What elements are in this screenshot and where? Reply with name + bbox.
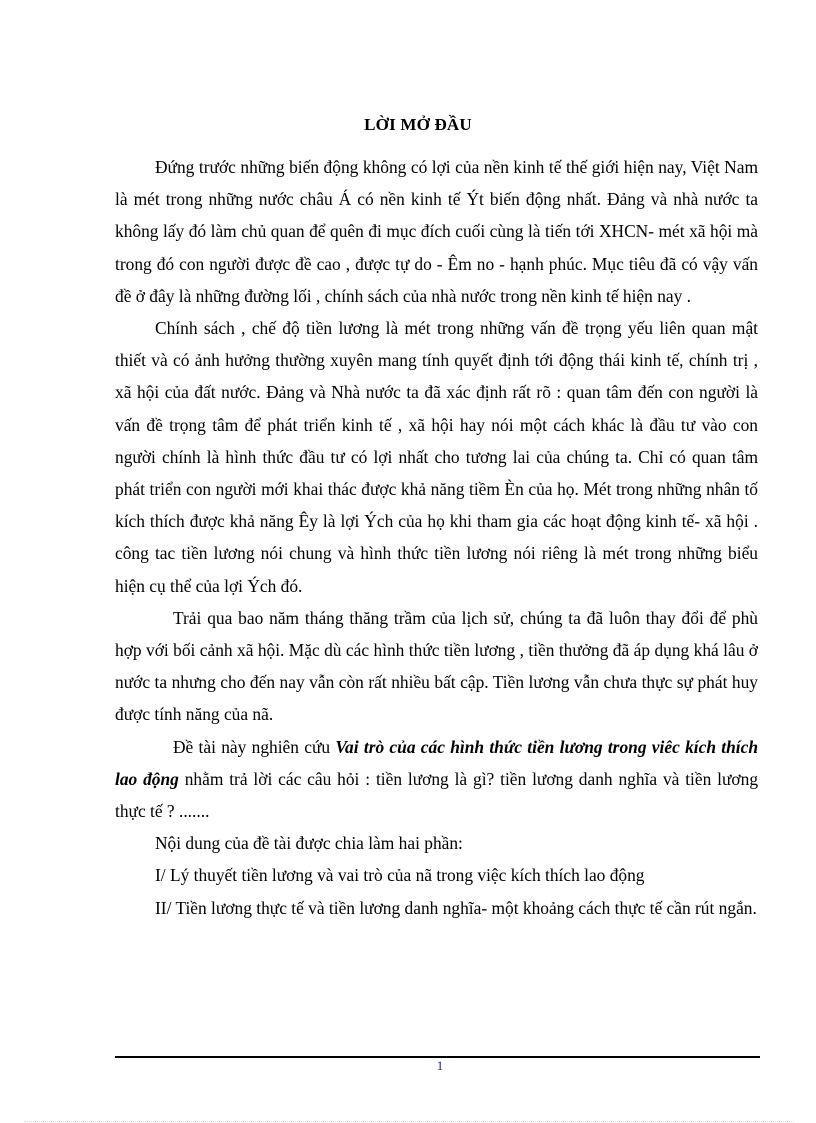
- paragraph-4-rest: nhằm trả lời các câu hỏi : tiền lương là gì? tiền lương danh nghĩa và tiền lương thực tế ? .......: [115, 768, 759, 822]
- document-title: LỜI MỞ ĐẦU: [364, 115, 472, 134]
- paragraph-4-intro: Đề tài này nghiên cứu: [173, 736, 336, 757]
- paragraph-1: Đứng trước những biến động không có lợi của nền kinh tế thế giới hiện nay, Việt Nam là mét trong những nước châu Á có nền kinh tế Ýt biến động nhất. Đảng và nhà nước ta không lấy đó làm chủ quan để quên đi mục đích cuối cùng là tiến tới XHCN- mét xã hội mà trong đó con người được đề cao , được tự do - Êm no - hạnh phúc. Mục tiêu đã có vậy vấn đề ở đây là những đường lối , chính sách của nhà nước trong nền kinh tế hiện nay .: [115, 157, 758, 306]
- outline-item-2: II/ Tiền lương thực tế và tiền lương danh nghĩa- một khoảng cách thực tế cần rút ngắn.: [155, 897, 757, 918]
- outline-item-1: I/ Lý thuyết tiền lương và vai trò của nã trong việc kích thích lao động: [155, 865, 645, 886]
- page-number: 1: [436, 1058, 444, 1073]
- paragraph-4: [115, 731, 758, 828]
- topic-emphasis: Vai trò của các hình thức tiền lương trong viêc kích thích lao động: [115, 736, 758, 789]
- document-body: [115, 151, 758, 924]
- paragraph-5: Nội dung của đề tài được chia làm hai phần:: [155, 833, 463, 854]
- paragraph-2: Chính sách , chế độ tiền lương là mét trong những vấn đề trọng yếu liên quan mật thiết và có ảnh hưởng thường xuyên mang tính quyết định tới động thái kinh tế, chính trị , xã hội của đất nước. Đảng và Nhà nước ta đã xác định rất rõ : quan tâm đến con người là vấn đề trọng tâm để phát triển kinh tế , xã hội hay nói một cách khác là đầu tư vào con người chính là hình thức đầu tư có lợi nhất cho tương lai của chúng ta. Chỉ có quan tâm phát triển con người mới khai thác được khả năng tiềm Èn của họ. Mét trong những nhân tố kích thích được khả năng Êy là lợi Ých của họ khi tham gia các hoạt động kinh tế- xã hội . công tac tiền lương nói chung và hình thức tiền lương nói riêng là mét trong những biểu hiện cụ thể của lợi Ých đó.: [115, 318, 758, 596]
- paragraph-3: Trải qua bao năm tháng thăng trầm của lịch sử, chúng ta đã luôn thay đổi để phù hợp với bối cảnh xã hội. Mặc dù các hình thức tiền lương , tiền thưởng đã áp dụng khá lâu ở nước ta nhưng cho đến nay vẫn còn rất nhiều bất cập. Tiền lương vẫn chưa thực sự phát huy được tính năng của nã.: [115, 607, 758, 725]
- page-bottom-border: [24, 1121, 794, 1122]
